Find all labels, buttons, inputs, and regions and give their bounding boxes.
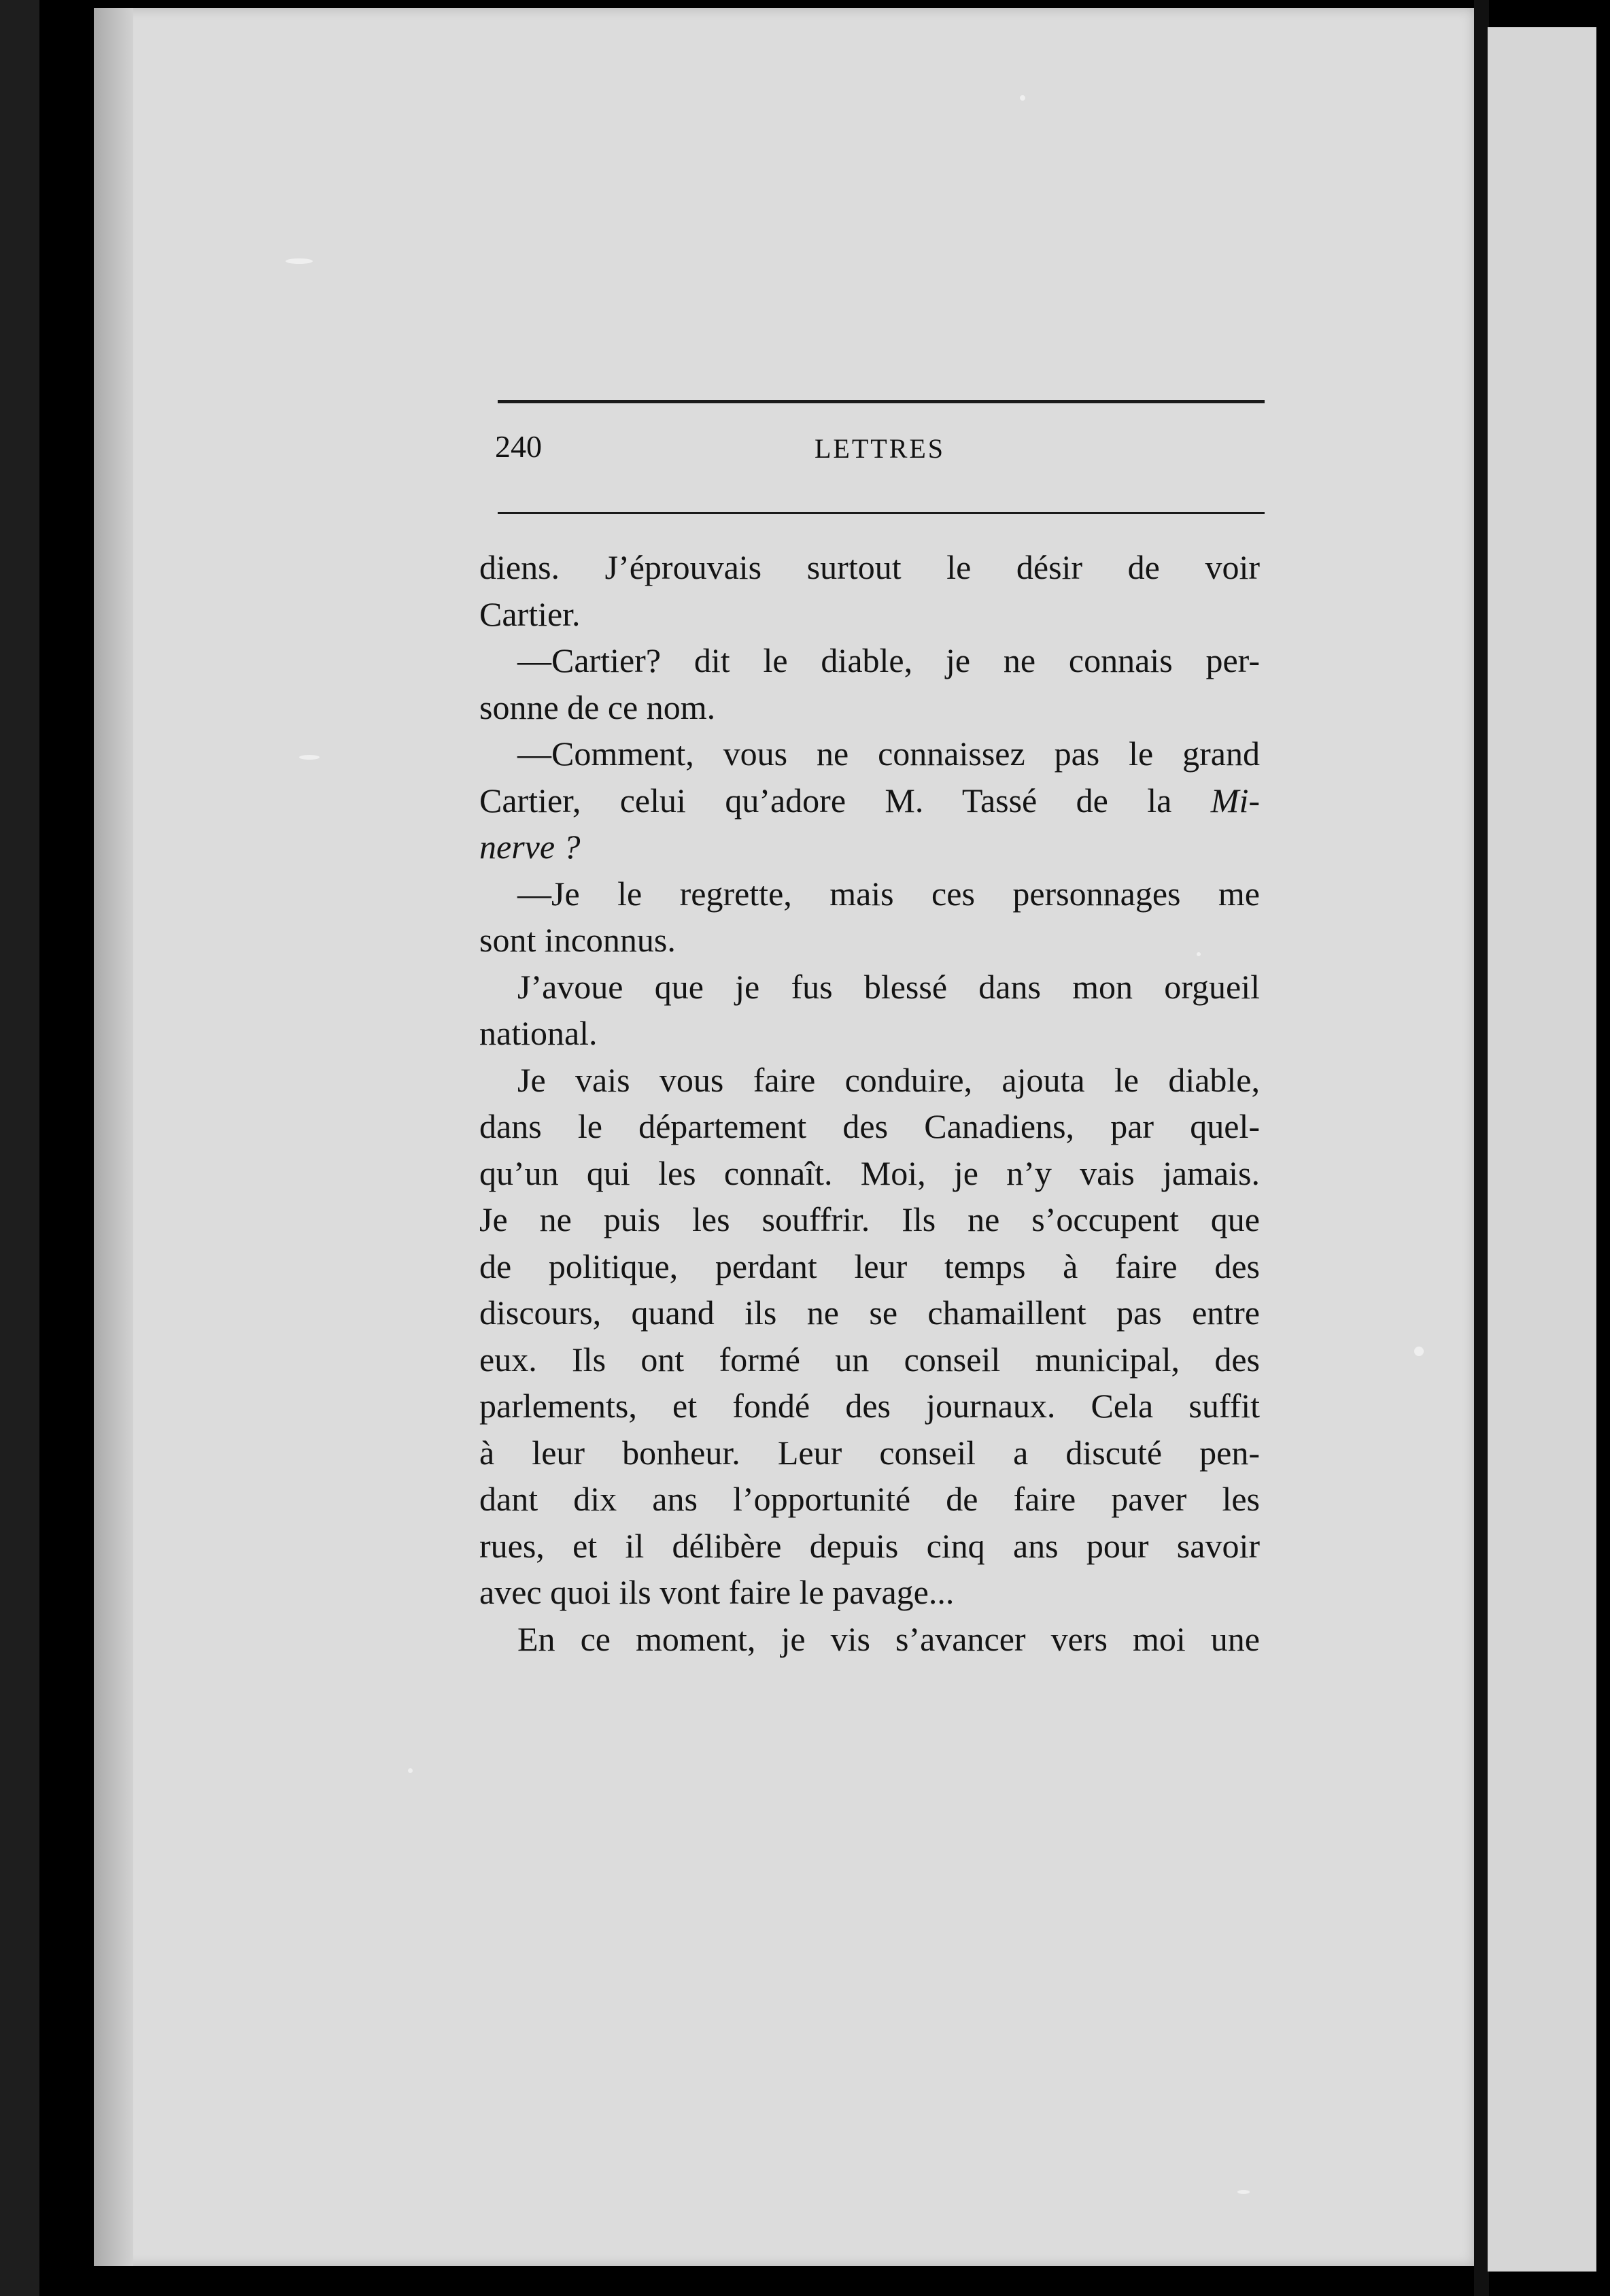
text-line: Cartier. (479, 594, 581, 633)
text-line: eux. Ils ont formé un conseil municipal, des (479, 1340, 1260, 1379)
text-line: En ce moment, je vis s’avancer vers moi une (517, 1619, 1260, 1658)
text-line: à leur bonheur. Leur conseil a discuté pen- (479, 1433, 1260, 1472)
text-line: —Cartier? dit le diable, je ne connais per- (517, 641, 1260, 679)
paragraph (479, 964, 1260, 1057)
text-line: dans le département des Canadiens, par quel- (479, 1107, 1260, 1145)
italic-text-line: nerve ? (479, 828, 581, 866)
paragraph (479, 1616, 1260, 1663)
text-line: —Je le regrette, mais ces personnages me (517, 874, 1260, 913)
running-title: LETTRES (814, 433, 946, 464)
text-line: —Comment, vous ne connaissez pas le grand (517, 735, 1260, 773)
text-line: discours, quand ils ne se chamaillent pas entre (479, 1294, 1260, 1332)
running-header (495, 428, 1265, 483)
page-binding-edge (94, 8, 133, 2266)
text-line: J’avoue que je fus blessé dans mon orgueil (517, 967, 1260, 1006)
text-line: qu’un qui les connaît. Moi, je n’y vais jamais. (479, 1153, 1260, 1192)
text-line: diens. J’éprouvais surtout le désir de voir (479, 548, 1260, 586)
text-line: sont inconnus. (479, 921, 676, 959)
text-line: sonne de ce nom. (479, 688, 716, 726)
paragraph (479, 544, 1260, 637)
paragraph (479, 637, 1260, 730)
scan-speck (1237, 2190, 1250, 2194)
scan-speck (1197, 952, 1201, 956)
text-line: de politique, perdant leur temps à faire des (479, 1247, 1260, 1285)
text-line: Je vais vous faire conduire, ajouta le diable, (517, 1060, 1260, 1099)
scan-speck (408, 1768, 413, 1773)
text-line: dant dix ans l’opportunité de faire paver les (479, 1480, 1260, 1518)
italic-text: Mi- (1210, 781, 1260, 820)
scan-speck (1020, 95, 1025, 101)
text-line (479, 777, 1260, 824)
text-line-content: Cartier, celui qu’adore M. Tassé de la (479, 781, 1172, 820)
header-rule-top (498, 400, 1265, 403)
page-gutter (1474, 0, 1489, 2296)
paragraph (479, 1057, 1260, 1616)
paragraph (479, 730, 1260, 871)
page-number: 240 (495, 429, 542, 464)
text-line: national. (479, 1014, 598, 1052)
scan-speck (286, 258, 313, 264)
body-text (479, 544, 1260, 1662)
header-rule-bottom (498, 512, 1265, 514)
paragraph (479, 871, 1260, 964)
scan-speck (299, 755, 320, 760)
text-line: parlements, et fondé des journaux. Cela suffit (479, 1387, 1260, 1425)
text-line: Je ne puis les souffrir. Ils ne s’occupent que (479, 1200, 1260, 1238)
scan-speck (1414, 1347, 1424, 1356)
facing-page-edge (1488, 27, 1596, 2272)
text-line: avec quoi ils vont faire le pavage... (479, 1573, 955, 1611)
text-line: rues, et il délibère depuis cinq ans pour savoir (479, 1526, 1260, 1565)
scan-border-left (0, 0, 39, 2296)
